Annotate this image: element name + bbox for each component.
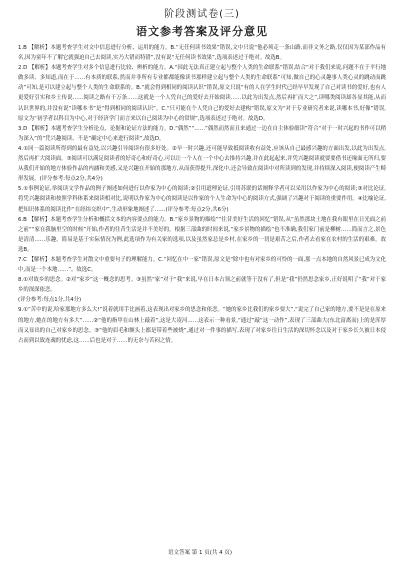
answer-paragraph: 5.①事例论证,举阅读文学作品的例子阐述如何进行以作家为中心的阅读;②引用道理论证,引用苏联的话阐释学者可以采用以作家为中心的阅读;③对比论证,将凭兴趣阅读和按照学科体系来阅读相对比,说明以作家为中心的阅读是以作家的个人生命为中心的阅读方式,强调了兴趣对于阅读的重要作用。④比喻论证,把知识体系的阅读比作“在经纬交织中”,生动形象地阐述了……(评分参考:每点2分,共6分) (18, 186, 386, 213)
page-footer: 语文答案 第 1 页(共 4 页) (167, 550, 233, 556)
page-title: 语文参考答案及评分意见 (136, 25, 268, 38)
answer-paragraph: 1.B 【解析】本题考查学生对文中信息进行分析、运用的能力。B.“无任何读书效果”错误,文中只说“他必须走一条山路,而非文务之路,仅仅因为某部作品有名,因为童年不了解它就强迫自己去阅读,实乃大错而特错”,没有说“无任何读书效果”,选项表述过于绝对。故选B。 (18, 45, 386, 62)
page-header: 阶段测试卷(三) (164, 9, 240, 20)
answer-paragraph: 6.B 【解析】本题考查学生分析和概括文本的内容要点的能力。B.“家乡景物的描绘”“往昔美好生活的回忆”错误,从“虽然那块土地在我有眼里在日光面之前之前”“家在我脑里空的时候”开始,作者的往昔生活是并不美好的。根据三部曲的时间来说,“家乡景物的描绘”也不准确,我们家门前是柳树……简而言之,景色是清清……乐趣。简易是基于实际情况为例,此选项作为有关家的选项,以及虽然家总是乡村,在家乡的一切是艰苦之后,作者去看家在农村的生活的艰难。故选B。 (18, 216, 386, 253)
answer-paragraph: 8.①对故乡的思念。②对“家乡”这一概念的思考。③虽然“家”对于“我”来说,早在日本占领之前就等于没有了,但是“我”仍然思念家乡,正好说明了“我”对于家乡的深深依恋。 (18, 277, 386, 294)
answer-paragraph: 2.D 【解析】本题考查学生对多个信息进行比较、辨析的能力。A.“因此无法真正建立起与整个人类的生命联系”错误,结合“对于我们来说,问题不在于平行地做多读、多知道,而在于……有本质的联系,然而并非所有专业都都能像读书那样建立起与整个人类的生命联系”可知,做自己的心灵趣事人类心灵的跳动而跳动”可知,是可以建立起与整个人类的生命联系的。B.“就会得到相同的阅读认识”错误,原文只说“有的人在学生时代已经早早发现了自己对读书的爱好,也有人更爱好引实和乡土传说……阅读之路有千万条……这就是一个人凭自己的爱好去开始阅读……以此为出发点,然后再扩而大之”,读哪类阅读却各显其能,从而认识世界的,并没有说“读哪本书”是“得到相同的阅读认识”。C.“只可能在个人凭自己的爱好去建构”错误,原文为“对于专业研究者来说,读哪本书,好像”错误,原文为“初学者以科目为中心,对于经济学门而言来以自己阅读为中心的常规”,选项表述过于绝对。故选D。 (18, 65, 386, 122)
answer-paragraph: 4.①同一篇阅读所得到的最有益处,以兴趣引导阅读有很多好处。②早一时兴趣,还可能导致抵阅读收有益处,应该从自己最感兴趣的方面出发,以此为出发点,然后再扩大阅读面。③阅读可以满足阅读者的好奇心和好奇心,可以让一个人在一个中心去推持兴趣,并在此起起来,并凭兴趣阅读就要要借书还缘面无所归,要从我们开始的地方体验作品的内涵和美感,又是兴趣在开始的那地方,从而获得提升,深化中,还会导致在阅读中对所读到的发现,并持续深入阅读,便阅读产生畸形发展。(评分参考:每点2分,共4分) (18, 145, 386, 183)
answer-paragraph: 7.C 【解析】本题考查学生对散文中重要句子的理解能力。C.“回忆在中一家”错误,原文是“除中也有对家乡的可怜的一面,那一点本地的自然风景已成为文化中,而是一个本地……”。故选C。 (18, 256, 386, 274)
answer-paragraph: (评分参考:每点1分,共4分) (18, 297, 82, 304)
answer-paragraph: 3.D 【解析】本题考查学生分析论点、论据和论证方法的能力。D.“偶然”“……”偶然而然而且来通过一边在自主体验细读”符合“对于一时兴起的书作可以稍为深入”的“凭兴趣阅读、不是”确定中心来进行阅读”,故选D。 (18, 125, 386, 142)
answer-body (18, 43, 386, 346)
answer-paragraph: 9.①“苦中的说,哈家那地方多么大!”说着就用手比画着,这表现出对家乡的思念和依恋。“她的家乡比我们的家乡要大”,“说完了自己家的地方,要不是是在原来的地方,她在的地方有多大”……②“他的指甲在山林上敲着”,这是大凌河……这表示一种看景,“通过”敲“这一动作”,表现了三部曲大(东北富离而)上的是浑厚而又显出的自己对家乡的思念。③“他的眉毛和额头上都是带着些被烧”,通过对一件事的描写,表现了对家乡往日生活的深切怀念以及对于家乡长久被日本侵占而到以致连魂的忧虑,这……后也是对于……的无奈与苦闷之情。 (18, 307, 386, 344)
